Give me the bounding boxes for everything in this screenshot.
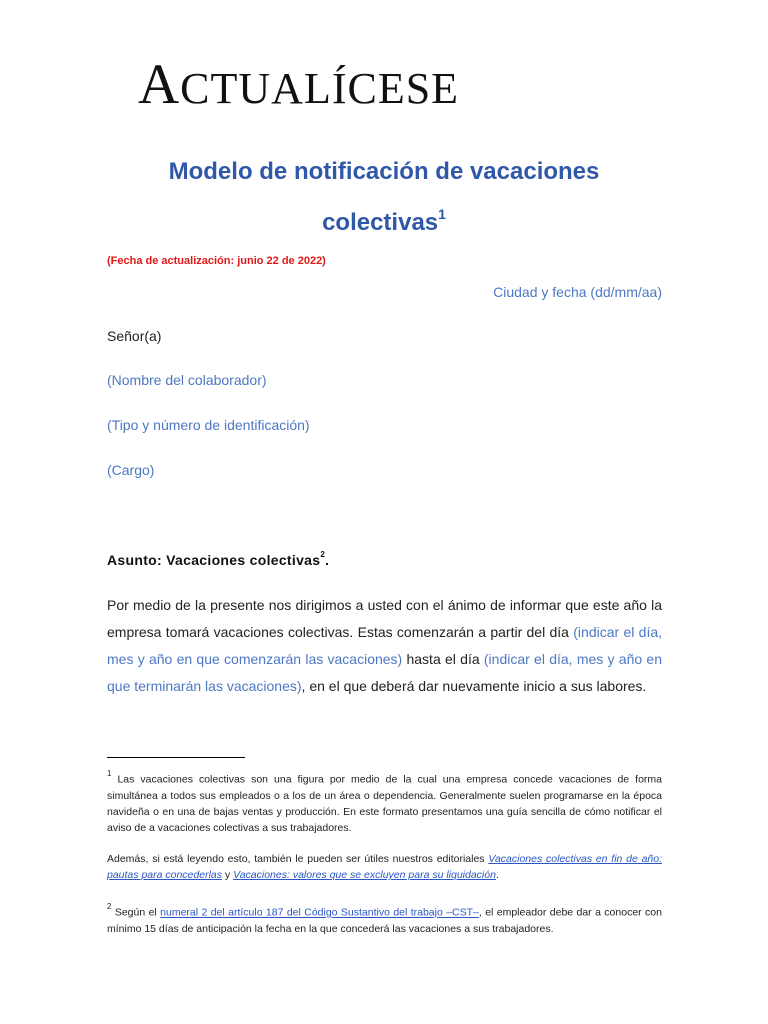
body-text-3: , en el que deberá dar nuevamente inicio a sus labores. [301, 678, 647, 694]
body-text-2: hasta el día [402, 651, 484, 667]
subject-end: . [325, 552, 330, 568]
link-vacaciones-valores[interactable]: Vacaciones: valores que se excluyen para su liquidación [233, 869, 496, 881]
start-date-placeholder: (indicar el día, mes y año en que comenzarán las vacaciones) [107, 624, 663, 667]
subject-line [107, 552, 329, 568]
recipient-position-placeholder: (Cargo) [107, 462, 155, 478]
recipient-id-placeholder: (Tipo y número de identificación) [107, 417, 310, 433]
footnote-separator [107, 757, 245, 758]
subject-footnote-mark: 2 [320, 550, 326, 560]
footnote-2-mark: 2 [107, 902, 112, 911]
footnote-2-text-2: , el empleador debe dar a conocer con mínimo 15 días de anticipación la fecha en la que concederá las vacaciones a sus trabajadores. [107, 906, 662, 935]
footnote-1 [107, 768, 662, 836]
footnote-1-text: Las vacaciones colectivas son una figura por medio de la cual una empresa concede vacaciones de forma simultánea a todos sus empleados o a los de un área o dependencia. Generalmente suelen programarse en la época navideña o en una de bajas ventas y producción. En este formato presentamos una guía sencilla de cómo notificar el aviso de a vacaciones colectivas a sus trabajadores. [107, 773, 662, 834]
footnote-1-extra [107, 851, 662, 883]
actualicese-logo [138, 53, 460, 116]
body-paragraph [107, 592, 662, 700]
salutation: Señor(a) [107, 328, 162, 344]
logo-first-letter: A [138, 53, 181, 116]
link-vacaciones-fin-de-ano[interactable]: Vacaciones colectivas en fin de año: pautas para concederlas [107, 853, 663, 881]
footnote-2-text-1: Según el [111, 906, 161, 919]
end-date-placeholder: (indicar el día, mes y año en que terminarán las vacaciones) [107, 651, 662, 694]
footnote-extra-text: Además, si está leyendo esto, también le pueden ser útiles nuestros editoriales [107, 853, 489, 865]
footnote-1-mark: 1 [107, 769, 112, 778]
document-title-line1: Modelo de notificación de vacaciones [168, 158, 600, 185]
footnote-2 [107, 901, 662, 937]
recipient-name-placeholder: (Nombre del colaborador) [107, 372, 267, 388]
title-footnote-mark: 1 [438, 206, 446, 222]
logo-rest: CTUALÍCESE [180, 64, 460, 113]
subject-text: Asunto: Vacaciones colectivas [107, 552, 321, 568]
body-text-1: Por medio de la presente nos dirigimos a usted con el ánimo de informar que este año la empresa tomará vacaciones colectivas. Estas comenzarán a partir del día [107, 597, 662, 640]
link-numeral-2-articulo-187[interactable]: numeral 2 del artículo 187 del Código Sustantivo del trabajo –CST– [160, 906, 479, 919]
document-title-line2 [0, 201, 768, 238]
title-line2-text: colectivas [322, 209, 439, 236]
city-date-placeholder: Ciudad y fecha (dd/mm/aa) [493, 284, 662, 300]
update-date: (Fecha de actualización: junio 22 de 2022) [107, 255, 326, 267]
footnote-extra-end: . [495, 869, 499, 881]
footnote-extra-joiner: y [222, 869, 234, 881]
